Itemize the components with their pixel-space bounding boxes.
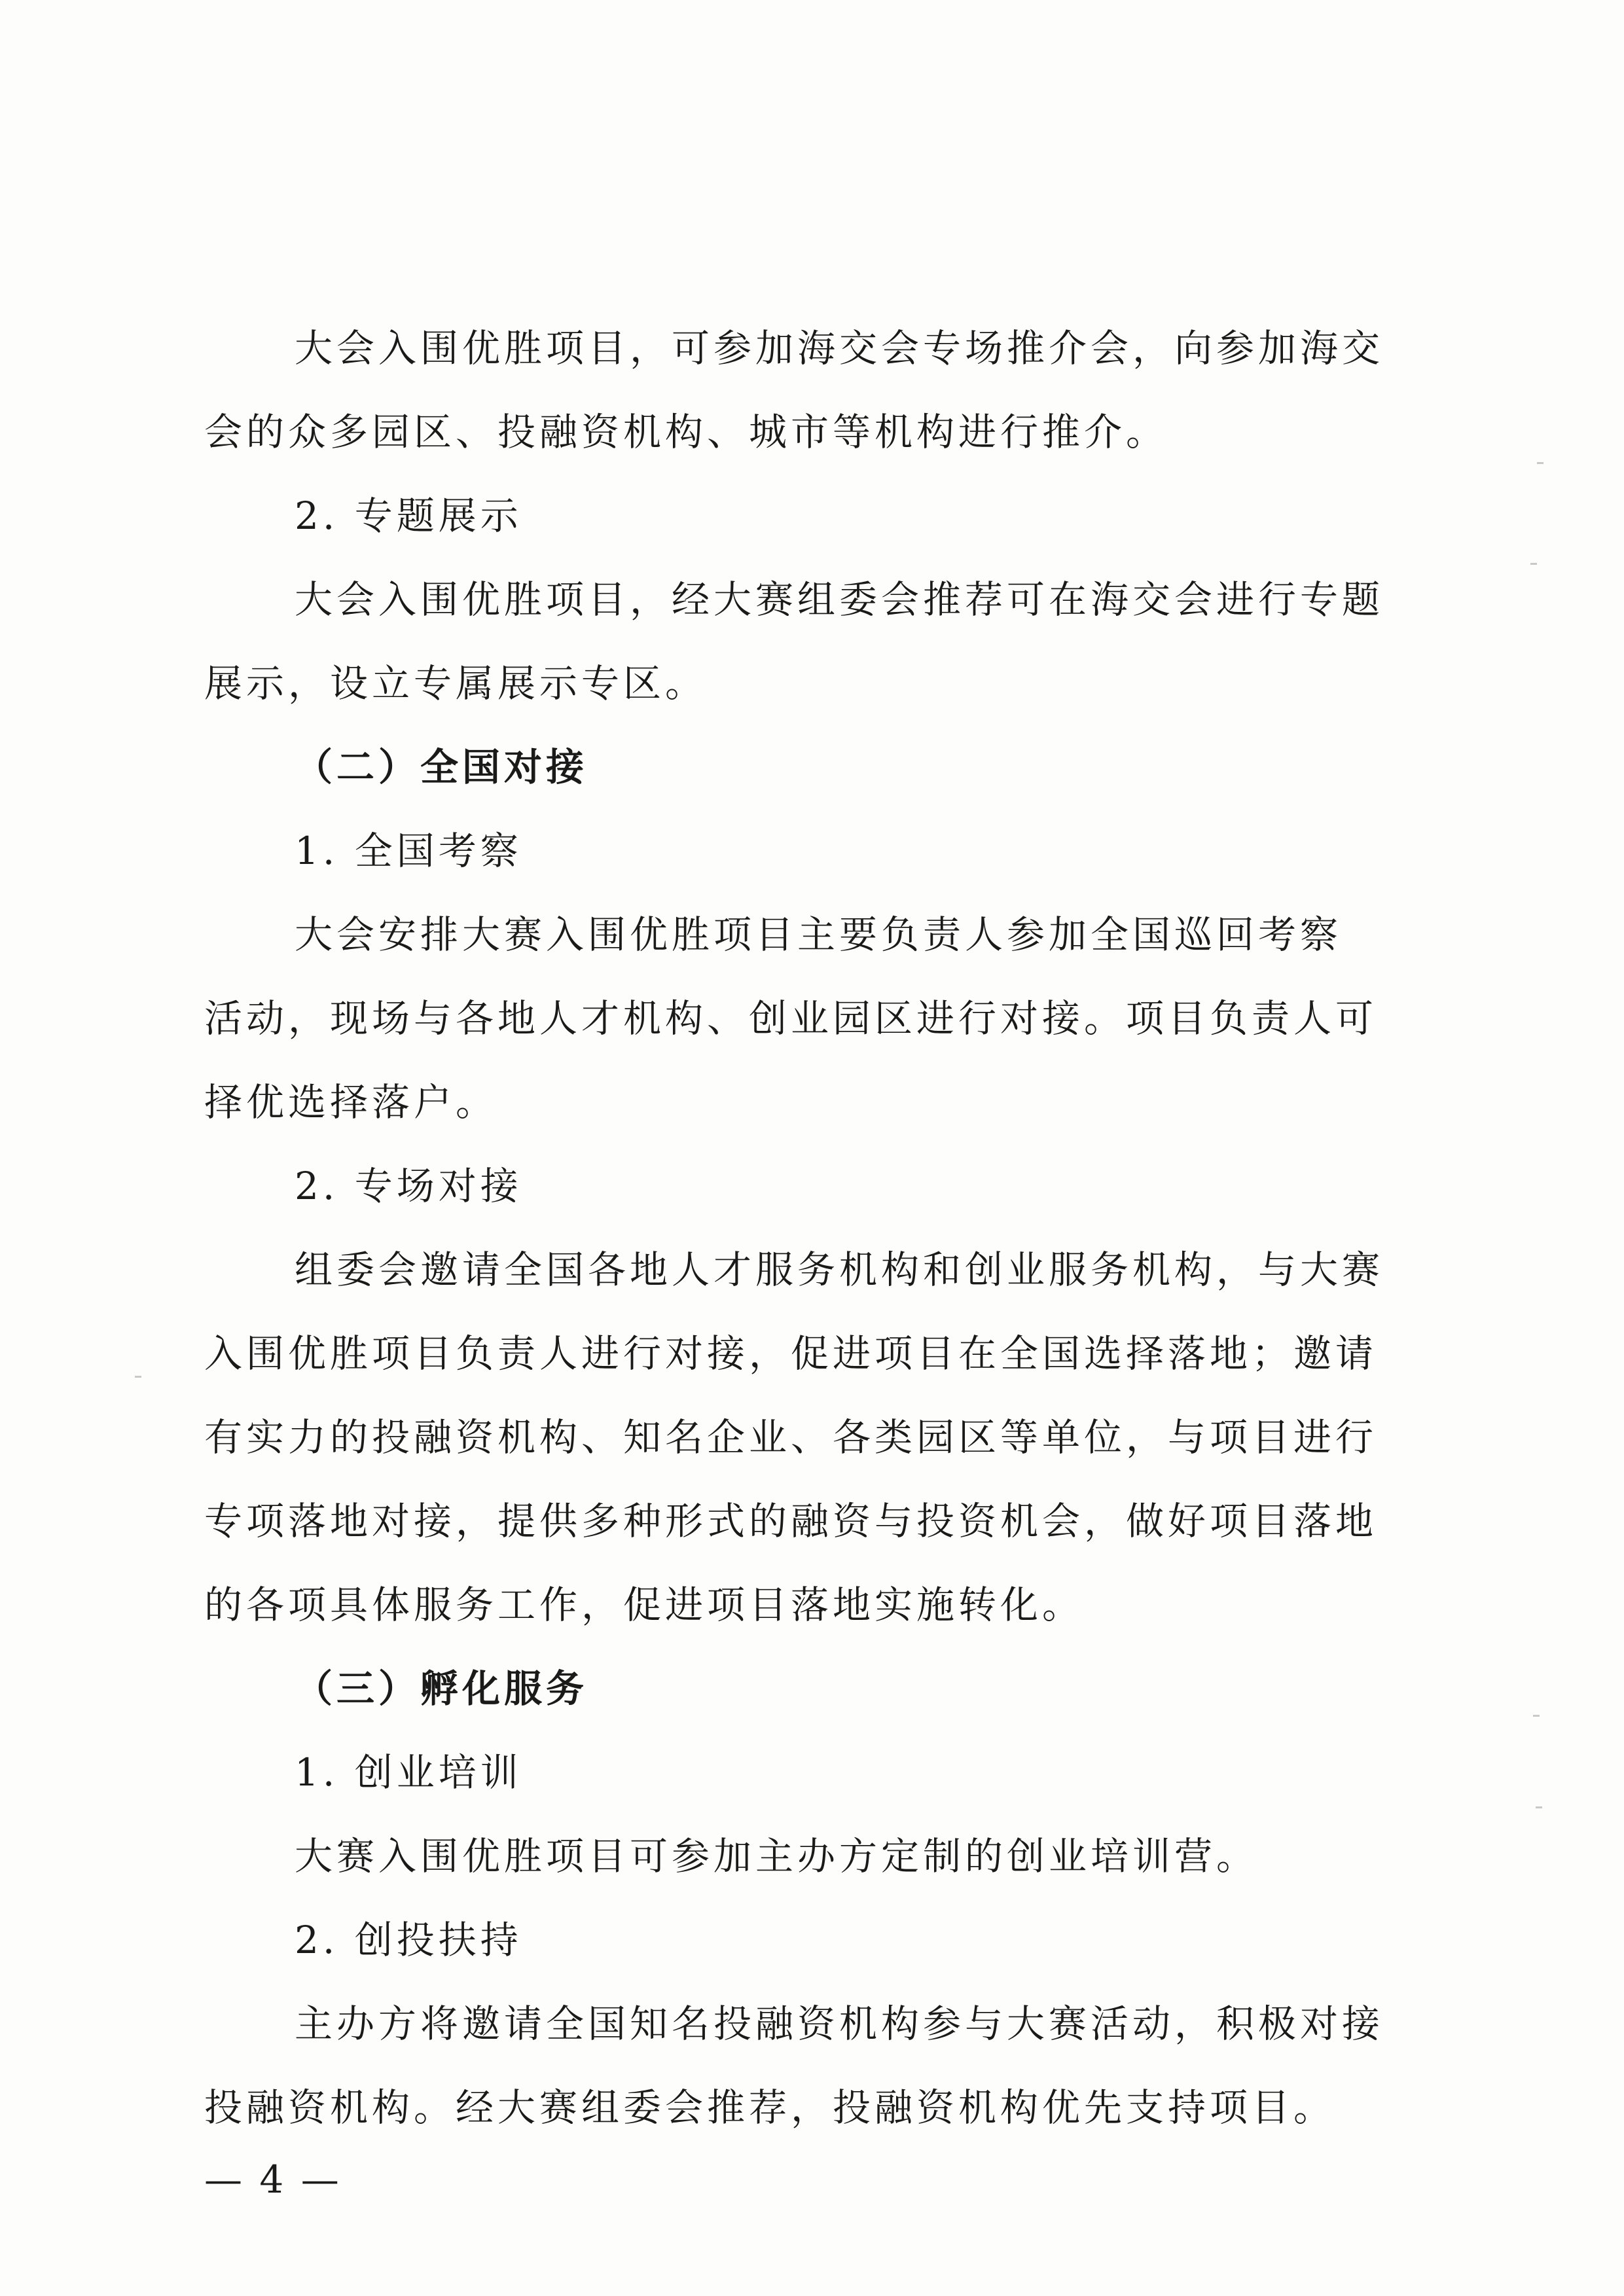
page-number: — 4 — <box>204 2157 342 2202</box>
paragraph-line: 会的众多园区、投融资机构、城市等机构进行推介。 <box>204 410 1168 454</box>
subsection-title: 2. 创投扶持 <box>295 1918 522 1962</box>
paragraph-line: 入围优胜项目负责人进行对接，促进项目在全国选择落地；邀请 <box>204 1331 1378 1376</box>
paragraph-line: 组委会邀请全国各地人才服务机构和创业服务机构，与大赛 <box>295 1247 1384 1292</box>
paragraph-line: 专项落地对接，提供多种形式的融资与投资机会，做好项目落地 <box>204 1499 1378 1543</box>
paragraph-line: 大会安排大赛入围优胜项目主要负责人参加全国巡回考察 <box>295 912 1343 957</box>
scan-speck <box>135 1376 141 1378</box>
paragraph-line: 大会入围优胜项目，可参加海交会专场推介会，向参加海交 <box>295 326 1384 370</box>
scan-speck <box>1530 563 1537 565</box>
scan-speck <box>1537 462 1543 464</box>
subsection-title: 1. 全国考察 <box>295 829 522 873</box>
subsection-title: 1. 创业培训 <box>295 1750 522 1795</box>
paragraph-line: 大赛入围优胜项目可参加主办方定制的创业培训营。 <box>295 1834 1259 1878</box>
section-heading: （三）孵化服务 <box>295 1666 588 1711</box>
section-heading: （二）全国对接 <box>295 745 588 789</box>
paragraph-line: 有实力的投融资机构、知名企业、各类园区等单位，与项目进行 <box>204 1415 1378 1460</box>
paragraph-line: 投融资机构。经大赛组委会推荐，投融资机构优先支持项目。 <box>204 2085 1336 2130</box>
subsection-title: 2. 专题展示 <box>295 493 522 538</box>
paragraph-line: 的各项具体服务工作，促进项目落地实施转化。 <box>204 1583 1085 1627</box>
paragraph-line: 主办方将邀请全国知名投融资机构参与大赛活动，积极对接 <box>295 2001 1384 2046</box>
paragraph-line: 大会入围优胜项目，经大赛组委会推荐可在海交会进行专题 <box>295 577 1384 622</box>
subsection-title: 2. 专场对接 <box>295 1164 522 1208</box>
paragraph-line: 活动，现场与各地人才机构、创业园区进行对接。项目负责人可 <box>204 996 1378 1041</box>
paragraph-line: 展示，设立专属展示专区。 <box>204 661 708 706</box>
scan-speck <box>1536 1806 1542 1808</box>
scan-speck <box>1533 1715 1540 1717</box>
paragraph-line: 择优选择落户。 <box>204 1080 498 1124</box>
